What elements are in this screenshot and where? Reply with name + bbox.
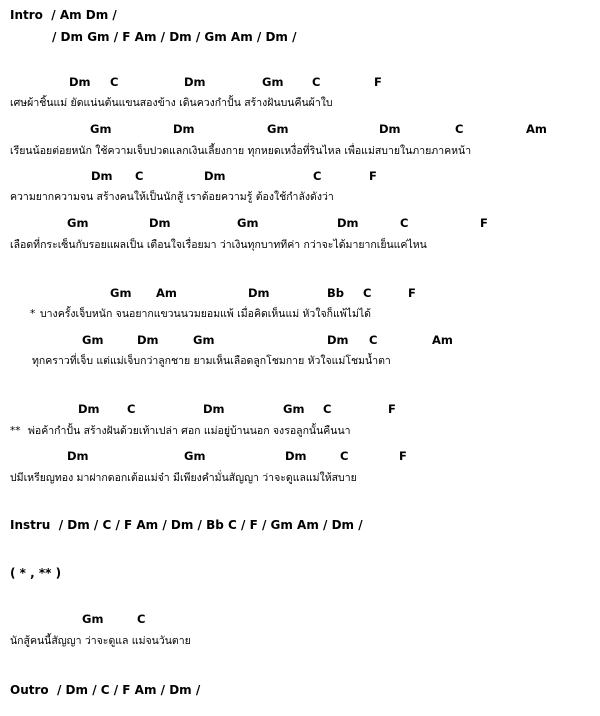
chord: C — [369, 333, 378, 347]
chord: Gm — [90, 122, 112, 136]
chord: Dm — [173, 122, 195, 136]
lyric-line: ความยากความจน สร้างคนให้เป็นนักสู้ เราด้อยความรู้ ต้องใช้กำลังดังว่า — [10, 191, 334, 203]
chord: Dm — [78, 402, 100, 416]
chord: C — [455, 122, 464, 136]
repeat-marker: ( * , ** ) — [10, 566, 62, 580]
chord: Dm — [248, 286, 270, 300]
chord: Dm — [137, 333, 159, 347]
lyric-line: บางครั้งเจ็บหนัก จนอยากแขวนนวมยอมแพ้ เมื่อคิดเห็นแม่ หัวใจก็แพ้ไม่ได้ — [40, 308, 371, 320]
chord: F — [408, 286, 416, 300]
chord: Gm — [193, 333, 215, 347]
lyric-line: ทุกคราวที่เจ็บ แต่แม่เจ็บกว่าลูกชาย ยามเห็นเลือดลูกโชมกาย หัวใจแม่โชมน้ำตา — [32, 355, 391, 367]
lyric-line: นักสู้คนนี้สัญญา ว่าจะดูแล แม่จนวันตาย — [10, 635, 191, 647]
chord: Gm — [267, 122, 289, 136]
chord: F — [388, 402, 396, 416]
chord: C — [400, 216, 409, 230]
chorus-marker: * — [30, 308, 36, 320]
chord: Am — [526, 122, 547, 136]
chord: C — [323, 402, 332, 416]
chord: Gm — [237, 216, 259, 230]
chord: Dm — [69, 75, 91, 89]
chord: Dm — [285, 449, 307, 463]
chord: Gm — [82, 612, 104, 626]
chord: Dm — [184, 75, 206, 89]
chord: F — [480, 216, 488, 230]
chorus-marker: ** — [10, 425, 21, 437]
chord: C — [340, 449, 349, 463]
lyric-line: เรียนน้อยต่อยหนัก ใช้ความเจ็บปวดแลกเงินเลี้ยงกาย ทุกหยดเหงื่อที่รินไหล เพื่อแม่สบายในภายภาคหน้า — [10, 145, 472, 157]
chord: Gm — [82, 333, 104, 347]
chord: Dm — [67, 449, 89, 463]
outro-line: Outro / Dm / C / F Am / Dm / — [10, 683, 201, 697]
chord: Bb — [327, 286, 344, 300]
chord: C — [312, 75, 321, 89]
chord: Am — [156, 286, 177, 300]
chord: C — [363, 286, 372, 300]
chord: F — [374, 75, 382, 89]
intro-progression: / Dm Gm / F Am / Dm / Gm Am / Dm / — [52, 30, 297, 44]
lyric-line: เศษผ้าชิ้นแม่ ยัดแน่นต้นแขนสองข้าง เดินควงกำปั้น สร้างฝันบนคืนผ้าใบ — [10, 97, 333, 109]
instrumental-line: Instru / Dm / C / F Am / Dm / Bb C / F / Gm Am / Dm / — [10, 518, 363, 532]
chord: Gm — [262, 75, 284, 89]
chord: Dm — [204, 169, 226, 183]
chord: Dm — [149, 216, 171, 230]
chord: C — [110, 75, 119, 89]
chord: Dm — [91, 169, 113, 183]
chord: Am — [432, 333, 453, 347]
lyric-line: เลือดที่กระเซ็นกับรอยแผลเป็น เตือนใจเรื่อยมา ว่าเงินทุกบาททีค่า กว่าจะได้มายากเย็นแค่ไหน — [10, 239, 427, 251]
chord: Dm — [327, 333, 349, 347]
chord: Dm — [379, 122, 401, 136]
chord: C — [137, 612, 146, 626]
chord: C — [135, 169, 144, 183]
chord: C — [127, 402, 136, 416]
chord: Gm — [110, 286, 132, 300]
chord: Dm — [337, 216, 359, 230]
lyric-line: ปมีเหรียญทอง มาฝากดอกเต้อแม่จ๋า มีเพียงคำมั่นสัญญา ว่าจะดูแลแม่ให้สบาย — [10, 472, 357, 484]
chord: Gm — [67, 216, 89, 230]
intro-line: Intro / Am Dm / — [10, 8, 117, 22]
chord: Gm — [184, 449, 206, 463]
lyric-line: พ่อค้ากำปั้น สร้างฝันด้วยเท้าเปล่า ศอก แม่อยู่บ้านนอก จงรอลูกนั้นคืนนา — [28, 425, 351, 437]
chord: F — [369, 169, 377, 183]
chord: Gm — [283, 402, 305, 416]
chord: F — [399, 449, 407, 463]
chord: Dm — [203, 402, 225, 416]
chord: C — [313, 169, 322, 183]
